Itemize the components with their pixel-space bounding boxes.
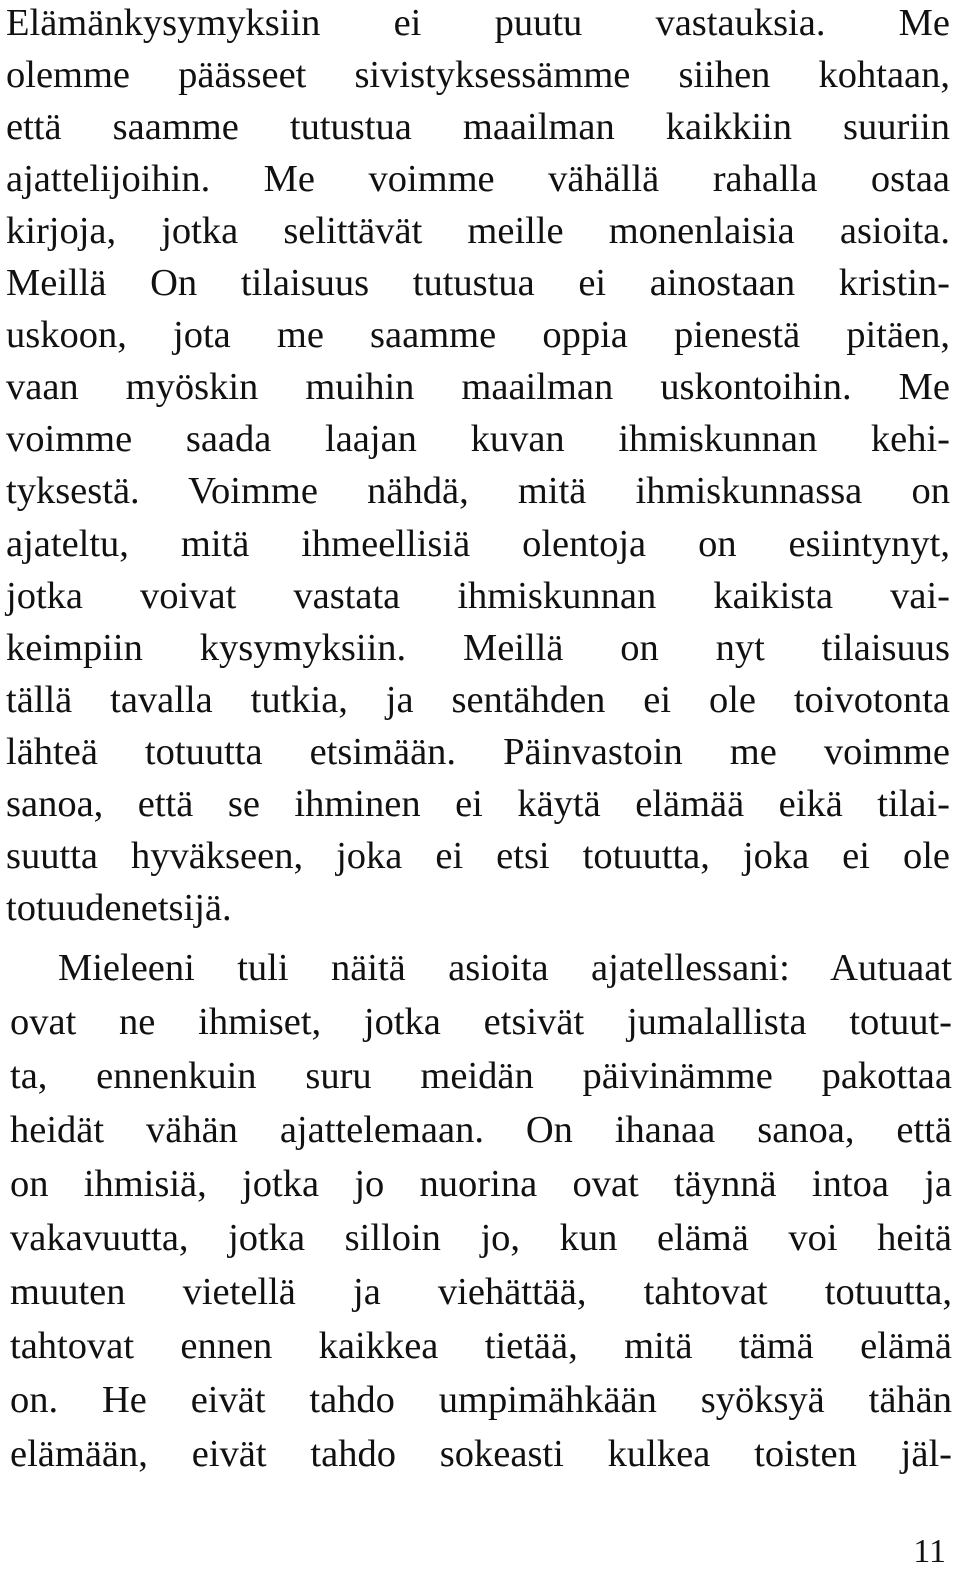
text-line: sanoa, että se ihminen ei käytä elämää eikä tilai- xyxy=(6,783,950,825)
text-line: ta, ennenkuin suru meidän päivinämme pakottaa xyxy=(10,1055,952,1097)
text-line: jotka voivat vastata ihmiskunnan kaikista vai- xyxy=(6,575,950,617)
text-line: ajattelijoihin. Me voimme vähällä rahalla ostaa xyxy=(6,158,950,200)
text-line: totuudenetsijä. xyxy=(6,887,232,929)
text-line: on ihmisiä, jotka jo nuorina ovat täynnä intoa ja xyxy=(10,1163,952,1205)
text-line: heidät vähän ajattelemaan. On ihanaa sanoa, että xyxy=(10,1109,952,1151)
text-line: tyksestä. Voimme nähdä, mitä ihmiskunnassa on xyxy=(6,470,950,512)
text-line: vakavuutta, jotka silloin jo, kun elämä voi heitä xyxy=(10,1217,952,1259)
text-line: keimpiin kysymyksiin. Meillä on nyt tilaisuus xyxy=(6,627,950,669)
text-line: elämään, eivät tahdo sokeasti kulkea toisten jäl- xyxy=(10,1433,952,1475)
text-line: tällä tavalla tutkia, ja sentähden ei ole toivotonta xyxy=(6,679,950,721)
text-line: kirjoja, jotka selittävät meille monenlaisia asioita. xyxy=(6,210,950,252)
text-line: on. He eivät tahdo umpimähkään syöksyä tähän xyxy=(10,1379,952,1421)
text-line: ajateltu, mitä ihmeellisiä olentoja on esiintynyt, xyxy=(6,523,950,565)
text-line: Meillä On tilaisuus tutustua ei ainostaan kristin- xyxy=(6,262,950,304)
text-line: uskoon, jota me saamme oppia pienestä pitäen, xyxy=(6,314,950,356)
text-line: vaan myöskin muihin maailman uskontoihin. Me xyxy=(6,366,950,408)
text-line: lähteä totuutta etsimään. Päinvastoin me voimme xyxy=(6,731,950,773)
text-line: että saamme tutustua maailman kaikkiin suuriin xyxy=(6,106,950,148)
text-line: suutta hyväkseen, joka ei etsi totuutta, joka ei ole xyxy=(6,835,950,877)
text-line: tahtovat ennen kaikkea tietää, mitä tämä elämä xyxy=(10,1325,952,1367)
text-line: Elämänkysymyksiin ei puutu vastauksia. Me xyxy=(6,2,950,44)
page-number: 11 xyxy=(913,1533,946,1570)
text-line: olemme päässeet sivistyksessämme siihen kohtaan, xyxy=(6,54,950,96)
text-line: ovat ne ihmiset, jotka etsivät jumalallista totuut- xyxy=(10,1001,952,1043)
text-line: voimme saada laajan kuvan ihmiskunnan kehi- xyxy=(6,418,950,460)
text-line: muuten vietellä ja viehättää, tahtovat totuutta, xyxy=(10,1271,952,1313)
text-line: Mieleeni tuli näitä asioita ajatellessani: Autuaat xyxy=(58,947,952,989)
